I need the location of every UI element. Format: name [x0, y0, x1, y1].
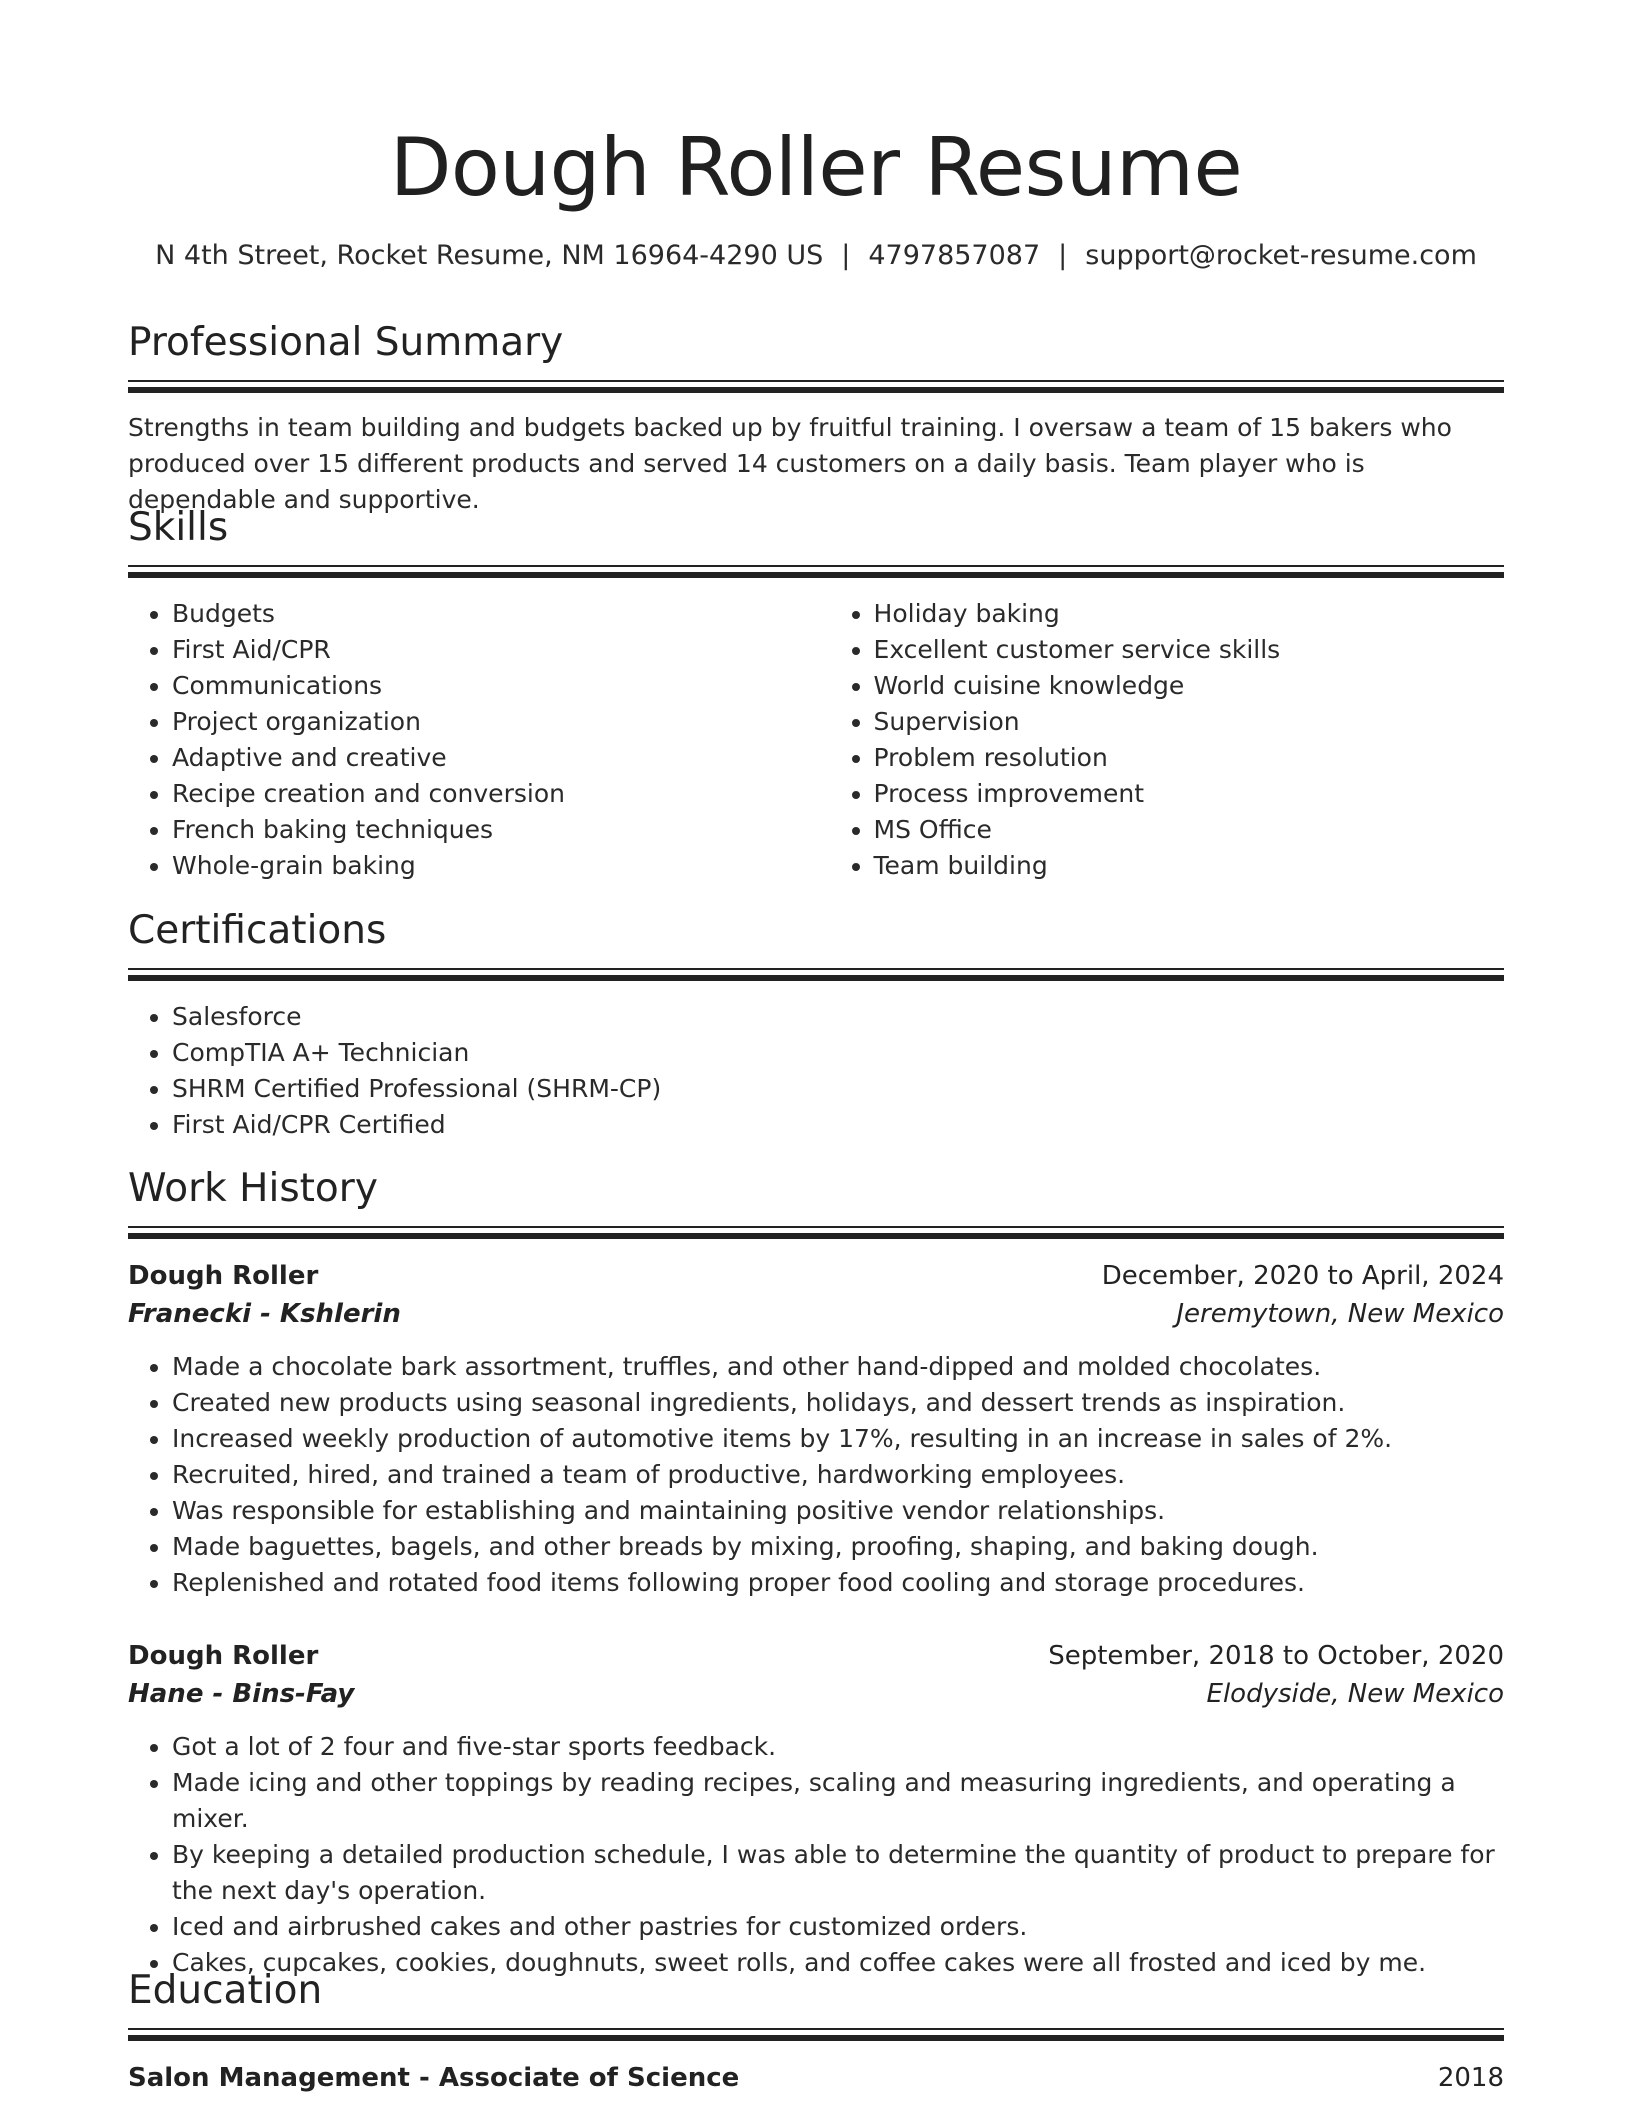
summary-heading: Professional Summary: [128, 320, 564, 365]
job-title: Dough Roller: [128, 1641, 319, 1671]
list-item: • Whole-grain baking: [172, 848, 830, 884]
education-year: 2018: [1437, 2063, 1504, 2093]
education-degree: Salon Management - Associate of Science: [128, 2063, 740, 2093]
skills-list-right: [830, 596, 1504, 884]
skills-heading: Skills: [128, 505, 229, 550]
job-entry: [128, 1257, 1504, 1601]
list-item: • Budgets: [172, 596, 830, 632]
list-item: • First Aid/CPR: [172, 632, 830, 668]
list-item: • Problem resolution: [874, 740, 1504, 776]
list-item: • Increased weekly production of automotive items by 17%, resulting in an increase in sales of 2%.: [172, 1421, 1504, 1457]
list-item: • Holiday baking: [874, 596, 1504, 632]
certifications-section: [128, 906, 1504, 1143]
skills-section: [128, 503, 1504, 884]
job-entry: [128, 1637, 1504, 1981]
contact-separator: |: [1058, 240, 1068, 271]
list-item: • CompTIA A+ Technician: [172, 1035, 1504, 1071]
list-item: • French baking techniques: [172, 812, 830, 848]
list-item: • SHRM Certified Professional (SHRM-CP): [172, 1071, 1504, 1107]
list-item: • Salesforce: [172, 999, 1504, 1035]
list-item: • Adaptive and creative: [172, 740, 830, 776]
job-company: Hane - Bins-Fay: [128, 1679, 355, 1709]
work-history-section: [128, 1164, 1504, 1981]
list-item: • World cuisine knowledge: [874, 668, 1504, 704]
list-item: • Made a chocolate bark assortment, truffles, and other hand-dipped and molded chocolates.: [172, 1349, 1504, 1385]
list-item: • Got a lot of 2 four and five-star sports feedback.: [172, 1729, 1504, 1765]
job-bullets: [128, 1729, 1504, 1981]
section-divider: [128, 1226, 1504, 1240]
list-item: • Recipe creation and conversion: [172, 776, 830, 812]
section-divider: [128, 380, 1504, 394]
list-item: • Excellent customer service skills: [874, 632, 1504, 668]
section-divider: [128, 565, 1504, 579]
list-item: • Replenished and rotated food items following proper food cooling and storage procedures.: [172, 1565, 1504, 1601]
job-location: Elodyside, New Mexico: [1206, 1679, 1504, 1709]
education-entry: [128, 2059, 1504, 2097]
certifications-list: [128, 999, 1504, 1143]
section-divider: [128, 968, 1504, 982]
job-company: Franecki - Kshlerin: [128, 1299, 401, 1329]
section-divider: [128, 2028, 1504, 2042]
job-location: Jeremytown, New Mexico: [1176, 1299, 1504, 1329]
list-item: • First Aid/CPR Certified: [172, 1107, 1504, 1143]
job-dates: December, 2020 to April, 2024: [1101, 1261, 1504, 1291]
skills-columns: [128, 596, 1504, 884]
job-bullets: [128, 1349, 1504, 1601]
resume-title: Dough Roller Resume: [389, 121, 1243, 214]
list-item: • Supervision: [874, 704, 1504, 740]
contact-phone: 4797857087: [868, 240, 1041, 271]
job-title: Dough Roller: [128, 1261, 319, 1291]
contact-email: support@rocket-resume.com: [1085, 240, 1477, 271]
list-item: • Team building: [874, 848, 1504, 884]
list-item: • Iced and airbrushed cakes and other pastries for customized orders.: [172, 1909, 1504, 1945]
job-dates: September, 2018 to October, 2020: [1048, 1641, 1504, 1671]
contact-separator: |: [841, 240, 851, 271]
list-item: • Was responsible for establishing and maintaining positive vendor relationships.: [172, 1493, 1504, 1529]
list-item: • Process improvement: [874, 776, 1504, 812]
education-section: [128, 1966, 1504, 2097]
list-item: • MS Office: [874, 812, 1504, 848]
list-item: • Project organization: [172, 704, 830, 740]
list-item: • Made baguettes, bagels, and other breads by mixing, proofing, shaping, and baking dough.: [172, 1529, 1504, 1565]
list-item: • Created new products using seasonal ingredients, holidays, and dessert trends as inspiration.: [172, 1385, 1504, 1421]
list-item: • By keeping a detailed production schedule, I was able to determine the quantity of product to prepare for the next day's operation.: [172, 1837, 1504, 1909]
work-history-heading: Work History: [128, 1166, 378, 1211]
list-item: • Communications: [172, 668, 830, 704]
education-heading: Education: [128, 1968, 323, 2013]
summary-text: Strengths in team building and budgets backed up by fruitful training. I oversaw a team of 15 bakers who produced over 15 different products and served 14 customers on a daily basis. Team player who is dependable and supportive.: [128, 413, 1452, 514]
contact-address: N 4th Street, Rocket Resume, NM 16964-4290 US: [155, 240, 824, 271]
list-item: • Made icing and other toppings by reading recipes, scaling and measuring ingredients, and operating a mixer.: [172, 1765, 1504, 1837]
skills-list-left: [128, 596, 830, 884]
contact-line: [128, 238, 1504, 274]
list-item: • Cakes, cupcakes, cookies, doughnuts, sweet rolls, and coffee cakes were all frosted and iced by me.: [172, 1945, 1504, 1981]
certifications-heading: Certifications: [128, 908, 387, 953]
list-item: • Recruited, hired, and trained a team of productive, hardworking employees.: [172, 1457, 1504, 1493]
summary-section: [128, 318, 1504, 518]
